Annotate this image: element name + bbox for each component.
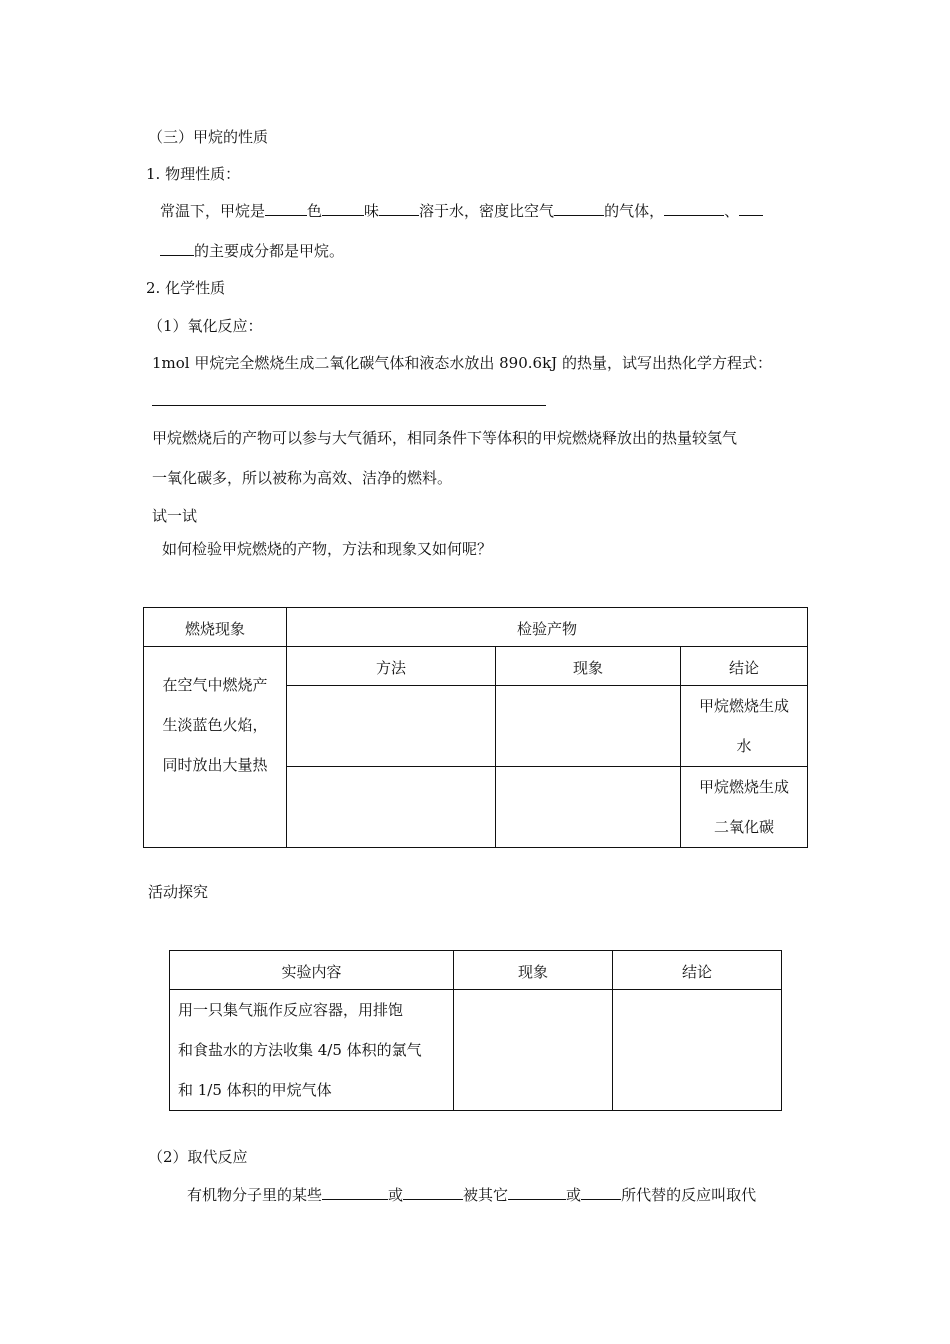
header-exp-observation: 现象 [454, 951, 613, 990]
combustion-test-table [143, 607, 808, 848]
blank-gas-2a[interactable] [739, 200, 763, 216]
header-test-products: 检验产物 [287, 608, 808, 647]
header-conclusion: 结论 [681, 647, 808, 686]
header-observation: 现象 [496, 647, 681, 686]
substitution-text-3: 被其它 [463, 1186, 509, 1204]
header-exp-conclusion: 结论 [613, 951, 782, 990]
experiment-table [169, 950, 782, 1111]
blank-other-atom[interactable] [508, 1184, 566, 1200]
try-question: 如何检验甲烷燃烧的产物，方法和现象又如何呢？ [162, 540, 493, 558]
row1-method-cell[interactable] [287, 686, 496, 767]
physical-line-2 [160, 240, 344, 262]
phenomenon-description-cell: 在空气中燃烧产 生淡蓝色火焰， 同时放出大量热 [144, 647, 287, 848]
try-heading: 试一试 [152, 507, 198, 525]
physical-heading: 1. 物理性质： [146, 165, 241, 183]
blank-atom[interactable] [322, 1184, 388, 1200]
physical-text-5: 的气体， [604, 202, 665, 220]
substitution-heading: （2）取代反应 [148, 1148, 248, 1166]
row2-observation-cell[interactable] [496, 767, 681, 848]
oxidation-text: 1mol 甲烷完全燃烧生成二氧化碳气体和液态水放出 890.6kJ 的热量，试写出热化学方程式： [152, 354, 772, 372]
blank-gas-2b[interactable] [160, 240, 194, 256]
physical-text-3: 味 [364, 202, 380, 220]
physical-text-6: 、 [724, 202, 740, 220]
substitution-text-1: 有机物分子里的某些 [187, 1186, 323, 1204]
substitution-text-2: 或 [388, 1186, 404, 1204]
row2-method-cell[interactable] [287, 767, 496, 848]
physical-line-1 [160, 200, 763, 222]
section-title: （三）甲烷的性质 [148, 128, 269, 146]
cycle-line-2: 一氧化碳多，所以被称为高效、洁净的燃料。 [152, 469, 453, 487]
blank-solubility[interactable] [379, 200, 419, 216]
experiment-observation-cell[interactable] [454, 990, 613, 1111]
physical-text-1: 常温下，甲烷是 [160, 202, 266, 220]
header-combustion-phenomenon: 燃烧现象 [144, 608, 287, 647]
row1-observation-cell[interactable] [496, 686, 681, 767]
physical-text-2: 色 [307, 202, 323, 220]
blank-gas-1[interactable] [664, 200, 724, 216]
chemical-heading: 2. 化学性质 [146, 279, 226, 297]
blank-density[interactable] [554, 200, 604, 216]
blank-color[interactable] [265, 200, 307, 216]
physical-text-7: 的主要成分都是甲烷。 [194, 242, 345, 260]
experiment-conclusion-cell[interactable] [613, 990, 782, 1111]
header-experiment-content: 实验内容 [170, 951, 454, 990]
oxidation-heading: （1）氧化反应： [148, 317, 263, 335]
substitution-text-4: 或 [566, 1186, 582, 1204]
substitution-text-5: 所代替的反应叫取代 [621, 1186, 757, 1204]
physical-text-4: 溶于水，密度比空气 [419, 202, 555, 220]
equation-answer-line[interactable] [152, 405, 546, 406]
header-method: 方法 [287, 647, 496, 686]
row1-conclusion-cell: 甲烷燃烧生成 水 [681, 686, 808, 767]
activity-heading: 活动探究 [148, 883, 209, 901]
substitution-definition [187, 1184, 756, 1206]
blank-smell[interactable] [322, 200, 364, 216]
row2-conclusion-cell: 甲烷燃烧生成 二氧化碳 [681, 767, 808, 848]
blank-group[interactable] [403, 1184, 463, 1200]
cycle-line-1: 甲烷燃烧后的产物可以参与大气循环，相同条件下等体积的甲烷燃烧释放出的热量较氢气 [152, 429, 738, 447]
experiment-content-cell: 用一只集气瓶作反应容器，用排饱 和食盐水的方法收集 4/5 体积的氯气 和 1/5 体积的甲烷气体 [170, 990, 454, 1111]
blank-other-group[interactable] [581, 1184, 621, 1200]
